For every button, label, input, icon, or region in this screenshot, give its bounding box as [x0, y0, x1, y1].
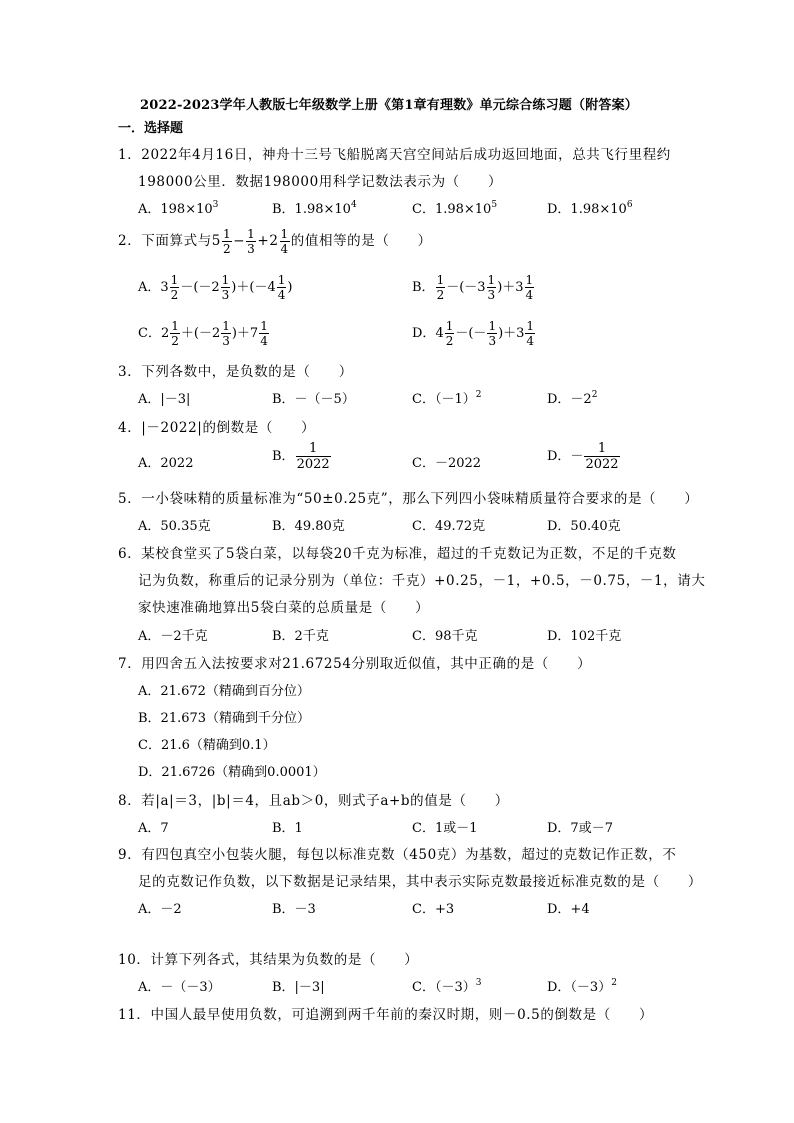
q10-option-a: A．－（－3）	[138, 980, 221, 995]
question-3-stem: 3．下列各数中，是负数的是（ ）	[118, 364, 353, 380]
q3-option-a: A．|－3|	[138, 392, 191, 407]
question-11-stem: 11．中国人最早使用负数，可追溯到两千年前的秦汉时期，则－0.5的倒数是（ ）	[118, 1007, 654, 1023]
question-6-line-2: 记为负数，称重后的记录分别为（单位：千克）+0.25，－1，+0.5，－0.75，－1，请大	[138, 573, 706, 589]
document-title: 2022-2023学年人教版七年级数学上册《第1章有理数》单元综合练习题（附答案）	[140, 98, 639, 113]
q4-option-a: A．2022	[138, 456, 194, 471]
q10-option-c: C．$(-3)^3$	[412, 978, 482, 995]
q5-option-a: A．50.35克	[138, 519, 211, 534]
q8-option-c: C．1或－1	[412, 821, 478, 836]
q9-option-c: C．+3	[412, 902, 455, 917]
q3-option-c: C．$(-1)^2$	[412, 390, 482, 407]
question-6-line-1: 6．某校食堂买了5袋白菜，以每袋20千克为标准，超过的千克数记为正数，不足的千克数	[118, 546, 677, 562]
q8-option-a: A．7	[138, 821, 169, 836]
question-2-stem: 2．下面算式与5 $\frac{1}{2}$ − $\frac{1}{3}$ +2 $\frac{1}{4}$ 的值相等的是（ ）	[118, 227, 432, 256]
q5-option-b: B．49.80克	[272, 519, 345, 534]
q1-option-b: B．$1.98\times 10^4$	[272, 200, 357, 217]
question-4-stem: 4．|－2022|的倒数是（ ）	[118, 420, 316, 436]
q1-option-c: C．$1.98\times 10^5$	[412, 200, 498, 217]
q7-option-c: C．21.6（精确到0.1）	[138, 738, 276, 753]
q7-option-b: B．21.673（精确到千分位）	[138, 711, 311, 726]
q5-option-c: C．49.72克	[412, 519, 486, 534]
q8-option-b: B．1	[272, 821, 303, 836]
question-9-line-2: 足的克数记作负数，以下数据是记录结果，其中表示实际克数最接近标准克数的是（ ）	[138, 874, 702, 890]
q8-option-d: D．7或－7	[547, 821, 613, 836]
question-7-stem: 7．用四舍五入法按要求对21.67254分别取近似值，其中正确的是（ ）	[118, 656, 592, 672]
q10-option-d: D．$(-3)^2$	[547, 978, 617, 995]
q2-option-c: C．2 $\frac{1}{2}$ ＋(－2 $\frac{1}{3}$ )＋7 $\frac{1}{4}$	[138, 319, 268, 348]
question-1-line-1: 1．2022年4月16日，神舟十三号飞船脱离天宫空间站后成功返回地面，总共飞行里程约	[118, 147, 671, 163]
q1-option-a: A．$198\times 10^3$	[138, 200, 219, 217]
q9-option-a: A．－2	[138, 902, 182, 917]
q9-option-d: D．+4	[547, 902, 590, 917]
section-heading: 一．选择题	[118, 121, 184, 136]
q4-option-b: B． $\frac{1}{2022}$	[272, 441, 330, 472]
q4-option-d: D．－ $\frac{1}{2022}$	[547, 441, 619, 472]
q10-option-b: B．|－3|	[272, 980, 325, 995]
question-10-stem: 10．计算下列各式，其结果为负数的是（ ）	[118, 952, 419, 968]
q7-option-d: D．21.6726（精确到0.0001）	[138, 765, 326, 780]
q9-option-b: B．－3	[272, 902, 316, 917]
q6-option-a: A．－2千克	[138, 629, 208, 644]
question-9-line-1: 9．有四包真空小包装火腿，每包以标准克数（450克）为基数，超过的克数记作正数，不	[118, 847, 677, 863]
q2-option-a: A．3 $\frac{1}{2}$ －(－2 $\frac{1}{3}$ )＋(－4 $\frac{1}{4}$ )	[138, 273, 293, 302]
q2-option-d: D．4 $\frac{1}{2}$ －(－ $\frac{1}{3}$ )＋3 $\frac{1}{4}$	[412, 319, 535, 348]
q5-option-d: D．50.40克	[547, 519, 621, 534]
q6-option-c: C．98千克	[412, 629, 478, 644]
q3-option-d: D．$-2^2$	[547, 390, 598, 407]
q3-option-b: B．－（－5）	[272, 392, 355, 407]
question-1-line-2: 198000公里．数据198000用科学记数法表示为（ ）	[138, 174, 503, 190]
question-8-stem: 8．若|a|＝3，|b|＝4，且ab＞0，则式子a+b的值是（ ）	[118, 793, 509, 809]
q4-option-c: C．－2022	[412, 456, 482, 471]
q6-option-d: D．102千克	[547, 629, 622, 644]
question-5-stem: 5．一小袋味精的质量标准为“50±0.25克”，那么下列四小袋味精质量符合要求的是（ ）	[118, 491, 699, 507]
question-6-line-3: 家快速准确地算出5袋白菜的总质量是（ ）	[138, 600, 430, 616]
q7-option-a: A．21.672（精确到百分位）	[138, 684, 310, 699]
q6-option-b: B．2千克	[272, 629, 329, 644]
q2-option-b: B． $\frac{1}{2}$ －(－3 $\frac{1}{3}$ )＋3 $\frac{1}{4}$	[412, 273, 534, 302]
q1-option-d: D．$1.98\times 10^6$	[547, 200, 633, 217]
